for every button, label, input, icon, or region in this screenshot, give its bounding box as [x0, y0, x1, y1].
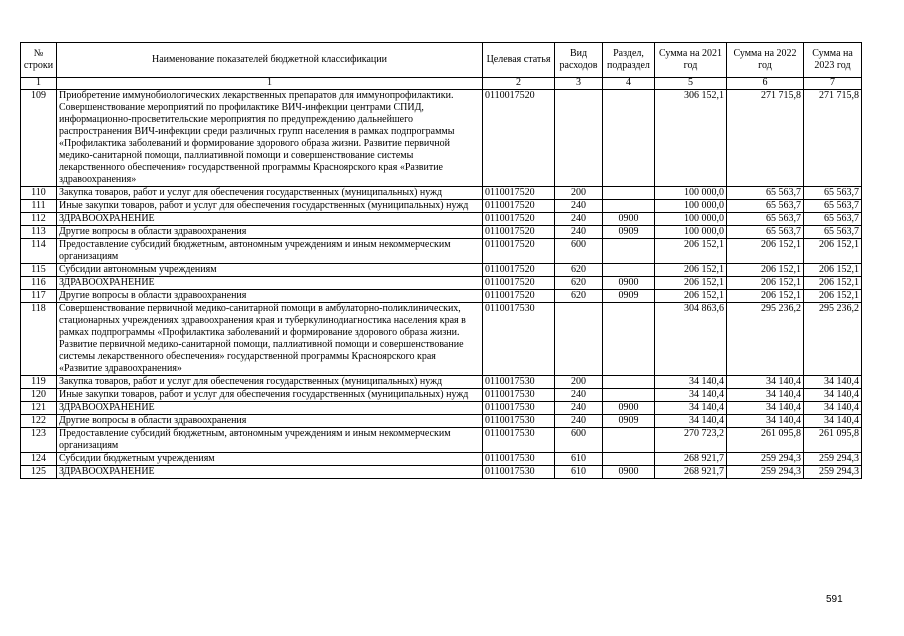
indicator-name-cell: Другие вопросы в области здравоохранения — [57, 290, 483, 303]
target-article-cell: 0110017520 — [483, 187, 555, 200]
indicator-name-cell: Иные закупки товаров, работ и услуг для обеспечения государственных (муниципальных) нужд — [57, 200, 483, 213]
row-number-cell: 116 — [21, 277, 57, 290]
row-number-cell: 109 — [21, 90, 57, 187]
table-row — [21, 277, 862, 290]
row-number-cell: 124 — [21, 453, 57, 466]
table-row — [21, 402, 862, 415]
sum-2023-cell: 65 563,7 — [804, 213, 862, 226]
row-number-cell: 118 — [21, 303, 57, 376]
section-cell — [603, 453, 655, 466]
row-number-cell: 114 — [21, 239, 57, 264]
target-article-cell: 0110017530 — [483, 415, 555, 428]
indicator-name-cell: Предоставление субсидий бюджетным, автономным учреждениям и иным некоммерческим организациям — [57, 239, 483, 264]
sum-2021-cell: 304 863,6 — [655, 303, 727, 376]
table-row — [21, 290, 862, 303]
target-article-cell: 0110017520 — [483, 213, 555, 226]
row-number-cell: 123 — [21, 428, 57, 453]
header-row-no: № строки — [21, 43, 57, 78]
sum-2023-cell: 34 140,4 — [804, 376, 862, 389]
sum-2021-cell: 100 000,0 — [655, 213, 727, 226]
indicator-name-cell: ЗДРАВООХРАНЕНИЕ — [57, 213, 483, 226]
target-article-cell: 0110017520 — [483, 226, 555, 239]
header-name: Наименование показателей бюджетной классификации — [57, 43, 483, 78]
sum-2021-cell: 34 140,4 — [655, 402, 727, 415]
sum-2023-cell: 34 140,4 — [804, 415, 862, 428]
table-row — [21, 200, 862, 213]
expense-type-cell: 600 — [555, 239, 603, 264]
table-row — [21, 415, 862, 428]
indicator-name-cell: ЗДРАВООХРАНЕНИЕ — [57, 466, 483, 479]
expense-type-cell: 620 — [555, 290, 603, 303]
indicator-name-cell: ЗДРАВООХРАНЕНИЕ — [57, 402, 483, 415]
header-sum-2021: Сумма на 2021 год — [655, 43, 727, 78]
table-row — [21, 466, 862, 479]
sum-2021-cell: 34 140,4 — [655, 415, 727, 428]
sum-2022-cell: 65 563,7 — [727, 187, 804, 200]
expense-type-cell: 620 — [555, 277, 603, 290]
row-number-cell: 120 — [21, 389, 57, 402]
target-article-cell: 0110017520 — [483, 90, 555, 187]
indicator-name-cell: Приобретение иммунобиологических лекарственных препаратов для иммунопрофилактики. Совершенствование мероприятий по профилактике ВИЧ-инфекции центрами СПИД, информационно-просветительские мероприятия по предупреждению дальнейшего распространения ВИЧ-инфекции среди различных групп населения в рамках подпрограммы «Профилактика заболеваний и формирование здорового образа жизни. Развитие первичной медико-санитарной помощи, паллиативной помощи и совершенствование системы лекарственного обеспечения» государственной программы Красноярского края «Развитие здравоохранения» — [57, 90, 483, 187]
row-number-cell: 122 — [21, 415, 57, 428]
table-row — [21, 213, 862, 226]
page-number: 591 — [826, 594, 843, 605]
sum-2022-cell: 34 140,4 — [727, 389, 804, 402]
section-cell: 0909 — [603, 226, 655, 239]
sum-2022-cell: 206 152,1 — [727, 239, 804, 264]
target-article-cell: 0110017520 — [483, 264, 555, 277]
column-number: 3 — [555, 78, 603, 90]
sum-2022-cell: 34 140,4 — [727, 402, 804, 415]
sum-2022-cell: 206 152,1 — [727, 264, 804, 277]
target-article-cell: 0110017530 — [483, 303, 555, 376]
header-expense-type: Вид расходов — [555, 43, 603, 78]
indicator-name-cell: Другие вопросы в области здравоохранения — [57, 415, 483, 428]
sum-2023-cell: 65 563,7 — [804, 226, 862, 239]
sum-2023-cell: 206 152,1 — [804, 290, 862, 303]
row-number-cell: 115 — [21, 264, 57, 277]
header-target: Целевая статья — [483, 43, 555, 78]
expense-type-cell: 240 — [555, 402, 603, 415]
sum-2023-cell: 34 140,4 — [804, 389, 862, 402]
sum-2021-cell: 268 921,7 — [655, 453, 727, 466]
row-number-cell: 119 — [21, 376, 57, 389]
indicator-name-cell: Закупка товаров, работ и услуг для обеспечения государственных (муниципальных) нужд — [57, 376, 483, 389]
column-number: 1 — [57, 78, 483, 90]
section-cell: 0900 — [603, 213, 655, 226]
column-number: 1 — [21, 78, 57, 90]
sum-2022-cell: 65 563,7 — [727, 226, 804, 239]
target-article-cell: 0110017520 — [483, 239, 555, 264]
target-article-cell: 0110017530 — [483, 389, 555, 402]
indicator-name-cell: Закупка товаров, работ и услуг для обеспечения государственных (муниципальных) нужд — [57, 187, 483, 200]
expense-type-cell: 240 — [555, 226, 603, 239]
expense-type-cell: 240 — [555, 415, 603, 428]
expense-type-cell: 240 — [555, 200, 603, 213]
column-number: 6 — [727, 78, 804, 90]
table-row — [21, 389, 862, 402]
target-article-cell: 0110017530 — [483, 402, 555, 415]
sum-2023-cell: 206 152,1 — [804, 264, 862, 277]
target-article-cell: 0110017520 — [483, 290, 555, 303]
table-row — [21, 428, 862, 453]
section-cell: 0909 — [603, 415, 655, 428]
section-cell: 0900 — [603, 277, 655, 290]
budget-table — [20, 42, 862, 479]
sum-2021-cell: 100 000,0 — [655, 187, 727, 200]
expense-type-cell: 610 — [555, 453, 603, 466]
target-article-cell: 0110017520 — [483, 277, 555, 290]
expense-type-cell: 620 — [555, 264, 603, 277]
indicator-name-cell: ЗДРАВООХРАНЕНИЕ — [57, 277, 483, 290]
indicator-name-cell: Совершенствование первичной медико-санитарной помощи в амбулаторно-поликлинических, стационарных учреждениях здравоохранения края и туберкулинодиагностика населения края в рамках подпрограммы «Профилактика заболеваний и формирование здорового образа жизни. Развитие первичной медико-санитарной помощи, паллиативной помощи и совершенствование системы лекарственного обеспечения» государственной программы Красноярского края «Развитие здравоохранения» — [57, 303, 483, 376]
sum-2022-cell: 295 236,2 — [727, 303, 804, 376]
sum-2022-cell: 259 294,3 — [727, 453, 804, 466]
target-article-cell: 0110017520 — [483, 200, 555, 213]
sum-2023-cell: 206 152,1 — [804, 239, 862, 264]
table-row — [21, 303, 862, 376]
header-row — [21, 43, 862, 78]
sum-2021-cell: 206 152,1 — [655, 239, 727, 264]
row-number-cell: 113 — [21, 226, 57, 239]
sum-2021-cell: 270 723,2 — [655, 428, 727, 453]
section-cell — [603, 376, 655, 389]
expense-type-cell: 610 — [555, 466, 603, 479]
section-cell — [603, 187, 655, 200]
table-row — [21, 376, 862, 389]
sum-2023-cell: 65 563,7 — [804, 187, 862, 200]
section-cell: 0900 — [603, 402, 655, 415]
sum-2023-cell: 259 294,3 — [804, 453, 862, 466]
sum-2022-cell: 34 140,4 — [727, 415, 804, 428]
column-number: 5 — [655, 78, 727, 90]
expense-type-cell: 200 — [555, 376, 603, 389]
header-sum-2022: Сумма на 2022 год — [727, 43, 804, 78]
column-number: 2 — [483, 78, 555, 90]
sum-2021-cell: 206 152,1 — [655, 264, 727, 277]
target-article-cell: 0110017530 — [483, 376, 555, 389]
section-cell — [603, 90, 655, 187]
sum-2023-cell: 271 715,8 — [804, 90, 862, 187]
row-number-cell: 125 — [21, 466, 57, 479]
sum-2022-cell: 34 140,4 — [727, 376, 804, 389]
sum-2022-cell: 261 095,8 — [727, 428, 804, 453]
section-cell — [603, 264, 655, 277]
sum-2021-cell: 268 921,7 — [655, 466, 727, 479]
sum-2023-cell: 206 152,1 — [804, 277, 862, 290]
sum-2023-cell: 65 563,7 — [804, 200, 862, 213]
table-row — [21, 264, 862, 277]
sum-2021-cell: 206 152,1 — [655, 290, 727, 303]
row-number-cell: 117 — [21, 290, 57, 303]
sum-2022-cell: 65 563,7 — [727, 213, 804, 226]
section-cell: 0900 — [603, 466, 655, 479]
indicator-name-cell: Субсидии бюджетным учреждениям — [57, 453, 483, 466]
sum-2021-cell: 100 000,0 — [655, 200, 727, 213]
sum-2021-cell: 206 152,1 — [655, 277, 727, 290]
target-article-cell: 0110017530 — [483, 428, 555, 453]
row-number-cell: 110 — [21, 187, 57, 200]
table-row — [21, 226, 862, 239]
sum-2022-cell: 271 715,8 — [727, 90, 804, 187]
indicator-name-cell: Иные закупки товаров, работ и услуг для обеспечения государственных (муниципальных) нужд — [57, 389, 483, 402]
sum-2023-cell: 34 140,4 — [804, 402, 862, 415]
column-number: 4 — [603, 78, 655, 90]
row-number-cell: 121 — [21, 402, 57, 415]
target-article-cell: 0110017530 — [483, 453, 555, 466]
column-number: 7 — [804, 78, 862, 90]
sum-2023-cell: 261 095,8 — [804, 428, 862, 453]
header-section: Раздел, подраздел — [603, 43, 655, 78]
sum-2021-cell: 306 152,1 — [655, 90, 727, 187]
table-row — [21, 187, 862, 200]
sum-2022-cell: 65 563,7 — [727, 200, 804, 213]
sum-2021-cell: 100 000,0 — [655, 226, 727, 239]
row-number-cell: 112 — [21, 213, 57, 226]
sum-2021-cell: 34 140,4 — [655, 389, 727, 402]
table-body — [21, 90, 862, 479]
section-cell — [603, 389, 655, 402]
sum-2021-cell: 34 140,4 — [655, 376, 727, 389]
sum-2022-cell: 206 152,1 — [727, 290, 804, 303]
section-cell — [603, 200, 655, 213]
indicator-name-cell: Предоставление субсидий бюджетным, автономным учреждениям и иным некоммерческим организациям — [57, 428, 483, 453]
section-cell — [603, 428, 655, 453]
column-numbers-row — [21, 78, 862, 90]
section-cell — [603, 303, 655, 376]
section-cell: 0909 — [603, 290, 655, 303]
sum-2023-cell: 295 236,2 — [804, 303, 862, 376]
indicator-name-cell: Субсидии автономным учреждениям — [57, 264, 483, 277]
expense-type-cell — [555, 303, 603, 376]
indicator-name-cell: Другие вопросы в области здравоохранения — [57, 226, 483, 239]
expense-type-cell: 600 — [555, 428, 603, 453]
expense-type-cell: 240 — [555, 213, 603, 226]
table-row — [21, 239, 862, 264]
sum-2022-cell: 206 152,1 — [727, 277, 804, 290]
expense-type-cell — [555, 90, 603, 187]
sum-2022-cell: 259 294,3 — [727, 466, 804, 479]
row-number-cell: 111 — [21, 200, 57, 213]
expense-type-cell: 200 — [555, 187, 603, 200]
table-row — [21, 453, 862, 466]
header-sum-2023: Сумма на 2023 год — [804, 43, 862, 78]
target-article-cell: 0110017530 — [483, 466, 555, 479]
table-row — [21, 90, 862, 187]
section-cell — [603, 239, 655, 264]
sum-2023-cell: 259 294,3 — [804, 466, 862, 479]
expense-type-cell: 240 — [555, 389, 603, 402]
